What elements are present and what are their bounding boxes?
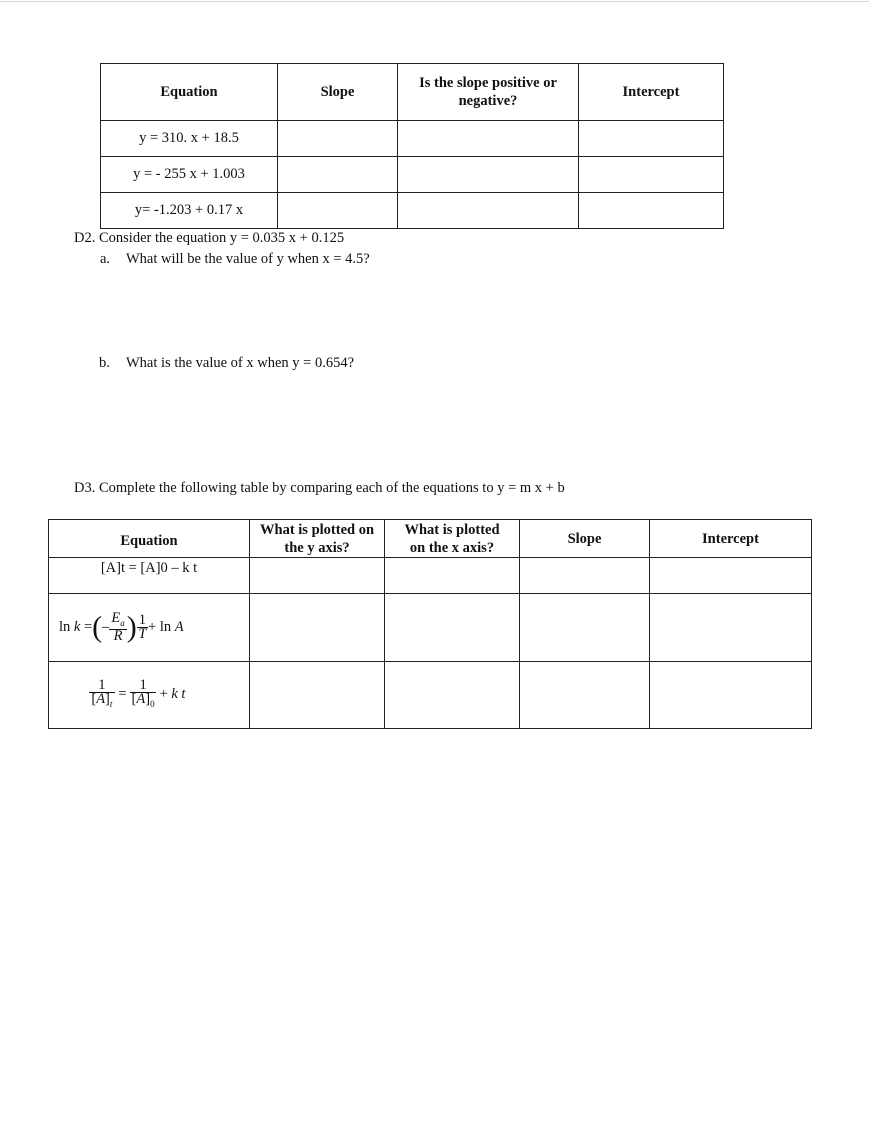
equation-cell: y = 310. x + 18.5 (101, 121, 278, 157)
slope-cell[interactable] (520, 594, 650, 662)
intercept-cell[interactable] (579, 121, 724, 157)
d2-b-marker: b. (99, 355, 110, 371)
table-row (101, 193, 724, 229)
slope-cell[interactable] (520, 558, 650, 594)
header-intercept: Intercept (650, 520, 812, 558)
equation-cell: [A]t = [A]0 – k t (49, 558, 250, 594)
slope-table (100, 63, 724, 229)
intercept-cell[interactable] (650, 558, 812, 594)
equation-cell (49, 594, 250, 662)
slope-cell[interactable] (278, 157, 398, 193)
intercept-cell[interactable] (579, 157, 724, 193)
header-y-axis: What is plotted on the y axis? (250, 520, 385, 558)
slope-cell[interactable] (278, 121, 398, 157)
equation-arrhenius: ln k =(– $\frac{E_a}{R}$ ) $\frac{1}{T}$ + ln A (59, 609, 184, 645)
slope-cell[interactable] (278, 193, 398, 229)
x-axis-cell[interactable] (385, 558, 520, 594)
header-slope-sign: Is the slope positive or negative? (398, 64, 579, 121)
d2-b-question: What is the value of x when y = 0.654? (126, 355, 355, 371)
equation-second-order: $\frac{1}{[A]_t}$ = $\frac{1}{[A]_0}$ + k t (91, 677, 186, 709)
x-axis-cell[interactable] (385, 662, 520, 729)
x-axis-cell[interactable] (385, 594, 520, 662)
table-row (49, 558, 812, 594)
y-axis-cell[interactable] (250, 662, 385, 729)
sign-cell[interactable] (398, 121, 579, 157)
header-intercept: Intercept (579, 64, 724, 121)
header-equation: Equation (49, 520, 250, 558)
intercept-cell[interactable] (579, 193, 724, 229)
table-row (101, 157, 724, 193)
equation-comparison-table (48, 519, 812, 729)
y-axis-cell[interactable] (250, 594, 385, 662)
header-equation: Equation (101, 64, 278, 121)
intercept-cell[interactable] (650, 594, 812, 662)
d2-title: D2. Consider the equation y = 0.035 x + 0.125 (74, 230, 345, 246)
table-row (49, 662, 812, 729)
table-row (49, 594, 812, 662)
y-axis-cell[interactable] (250, 558, 385, 594)
equation-cell: y= -1.203 + 0.17 x (101, 193, 278, 229)
sign-cell[interactable] (398, 157, 579, 193)
top-divider (0, 1, 869, 2)
header-slope: Slope (520, 520, 650, 558)
d2-a-marker: a. (100, 251, 111, 267)
table-row (101, 121, 724, 157)
d3-title: D3. Complete the following table by comparing each of the equations to y = m x + b (74, 480, 565, 496)
equation-cell: y = - 255 x + 1.003 (101, 157, 278, 193)
header-x-axis: What is plotted on the x axis? (385, 520, 520, 558)
intercept-cell[interactable] (650, 662, 812, 729)
header-slope: Slope (278, 64, 398, 121)
slope-cell[interactable] (520, 662, 650, 729)
equation-cell (49, 662, 250, 729)
sign-cell[interactable] (398, 193, 579, 229)
d2-a-question: What will be the value of y when x = 4.5? (126, 251, 370, 267)
